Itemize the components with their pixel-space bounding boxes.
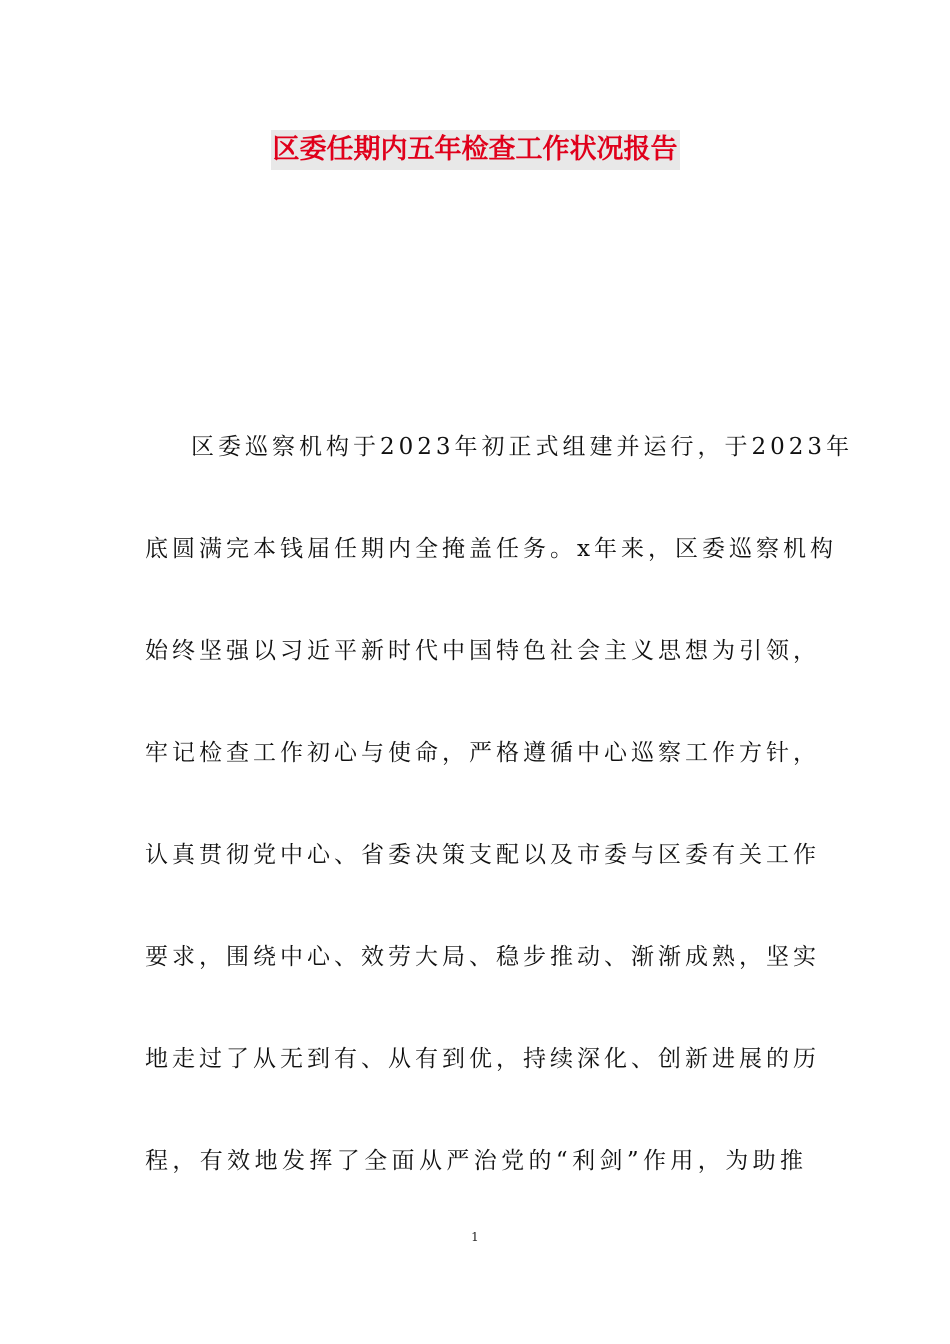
paragraph-line: 认真贯彻党中心、省委决策支配以及市委与区委有关工作 [145,842,820,868]
document-title-heading [0,128,950,170]
paragraph-line: 程，有效地发挥了全面从严治党的“利剑”作用，为助推 [145,1148,807,1174]
paragraph-line: 牢记检查工作初心与使命，严格遵循中心巡察工作方针， [145,740,820,766]
paragraph-line: 底圆满完本钱届任期内全掩盖任务。x年来，区委巡察机构 [145,536,837,562]
body-paragraph [145,396,854,1212]
document-title: 区委任期内五年检查工作状况报告 [271,130,680,170]
paragraph-line: 地走过了从无到有、从有到优，持续深化、创新进展的历 [145,1046,820,1072]
paragraph-line: 要求，围绕中心、效劳大局、稳步推动、渐渐成熟，坚实 [145,944,820,970]
paragraph-line: 区委巡察机构于2023年初正式组建并运行，于2023年 [191,434,854,460]
paragraph-line: 始终坚强以习近平新时代中国特色社会主义思想为引领， [145,638,820,664]
page-number: 1 [471,1230,479,1244]
